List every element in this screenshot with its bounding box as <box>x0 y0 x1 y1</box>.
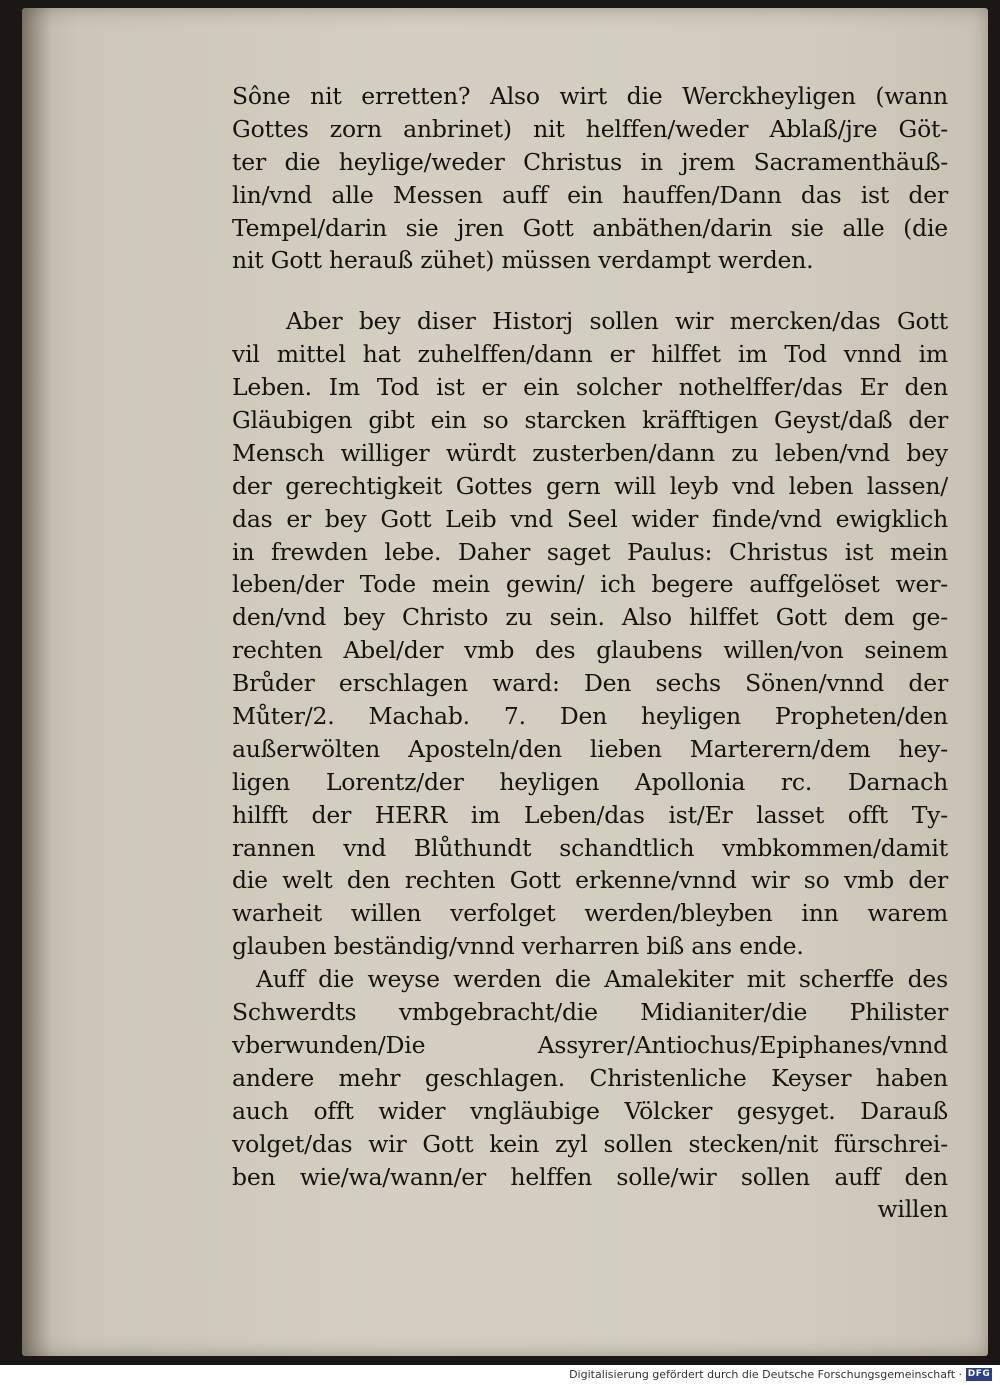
paragraph-3 <box>232 963 948 1193</box>
text-line: die welt den rechten Gott erkenne/vnnd wir so vmb der <box>232 866 948 895</box>
text-line: lin/vnd alle Messen auff ein hauffen/Dann das ist der <box>232 180 948 209</box>
page-text <box>232 80 948 1226</box>
dfg-logo-icon: DFG <box>967 1369 991 1379</box>
text-line: Brůder erschlagen ward: Den sechs Sönen/vnnd der <box>232 669 948 698</box>
text-line: vil mittel hat zuhelffen/dann er hilffet im Tod vnnd im <box>232 340 948 369</box>
text-line: warheit willen verfolget werden/bleyben inn warem <box>232 899 948 928</box>
text-line: glauben beständig/vnnd verharren biß ans ende. <box>232 932 804 961</box>
text-line: andere mehr geschlagen. Christenliche Keyser haben <box>232 1063 948 1092</box>
text-line: rannen vnd Blůthundt schandtlich vmbkommen/damit <box>232 833 948 862</box>
paragraph-2 <box>232 305 948 963</box>
text-line: Gläubigen gibt ein so starcken kräfftigen Geyst/daß der <box>232 406 948 435</box>
text-line: volget/das wir Gott kein zyl sollen stecken/nit fürschrei- <box>232 1129 948 1158</box>
catchword: willen <box>877 1195 948 1224</box>
paragraph-1 <box>232 80 948 277</box>
text-line: Aber bey diser Historj sollen wir mercken/das Gott <box>286 307 948 336</box>
text-line: Auff die weyse werden die Amalekiter mit scherffe des <box>256 965 948 994</box>
page-gutter-shadow <box>22 8 52 1356</box>
text-line: den/vnd bey Christo zu sein. Also hilffet Gott dem ge- <box>232 603 948 632</box>
text-line: Leben. Im Tod ist er ein solcher nothelffer/das Er den <box>232 373 948 402</box>
text-line: ter die heylige/weder Christus in jrem Sacramenthäuß- <box>232 147 948 176</box>
text-line: leben/der Tode mein gewin/ ich begere auffgelöset wer- <box>232 570 948 599</box>
text-line: ben wie/wa/wann/er helffen solle/wir sollen auff den <box>232 1162 948 1191</box>
text-line: Schwerdts vmbgebracht/die Midianiter/die Philister <box>232 998 948 1027</box>
text-line: der gerechtigkeit Gottes gern will leyb vnd leben lassen/ <box>232 471 948 500</box>
text-line: Sône nit erretten? Also wirt die Werckheyligen (wann <box>232 82 948 110</box>
text-line: auch offt wider vngläubige Völcker gesyget. Darauß <box>232 1096 948 1125</box>
text-line: hilfft der HERR im Leben/das ist/Er lasset offt Ty- <box>232 800 948 829</box>
text-line: außerwölten Aposteln/den lieben Marterern/dem hey- <box>232 734 948 763</box>
funding-note: Digitalisierung gefördert durch die Deutsche Forschungsgemeinschaft · <box>569 1368 962 1381</box>
text-line: Můter/2. Machab. 7. Den heyligen Propheten/den <box>232 702 948 731</box>
text-line: Tempel/darin sie jren Gott anbäthen/darin sie alle (die <box>232 213 948 242</box>
text-line: rechten Abel/der vmb des glaubens willen/von seinem <box>232 636 948 665</box>
text-line: nit Gott herauß zühet) müssen verdampt werden. <box>232 246 814 275</box>
text-line: ligen Lorentz/der heyligen Apollonia rc. Darnach <box>232 767 948 796</box>
text-line: vberwunden/Die Assyrer/Antiochus/Epiphanes/vnnd <box>232 1030 948 1059</box>
text-line: das er bey Gott Leib vnd Seel wider finde/vnd ewigklich <box>232 504 948 533</box>
digitization-footer <box>0 1365 1000 1385</box>
text-line: in frewden lebe. Daher saget Paulus: Christus ist mein <box>232 537 948 566</box>
text-line: Mensch williger würdt zusterben/dann zu leben/vnd bey <box>232 438 948 467</box>
book-page <box>22 8 988 1356</box>
text-line: Gottes zorn anbrinet) nit helffen/weder Ablaß/jre Göt- <box>232 114 948 143</box>
